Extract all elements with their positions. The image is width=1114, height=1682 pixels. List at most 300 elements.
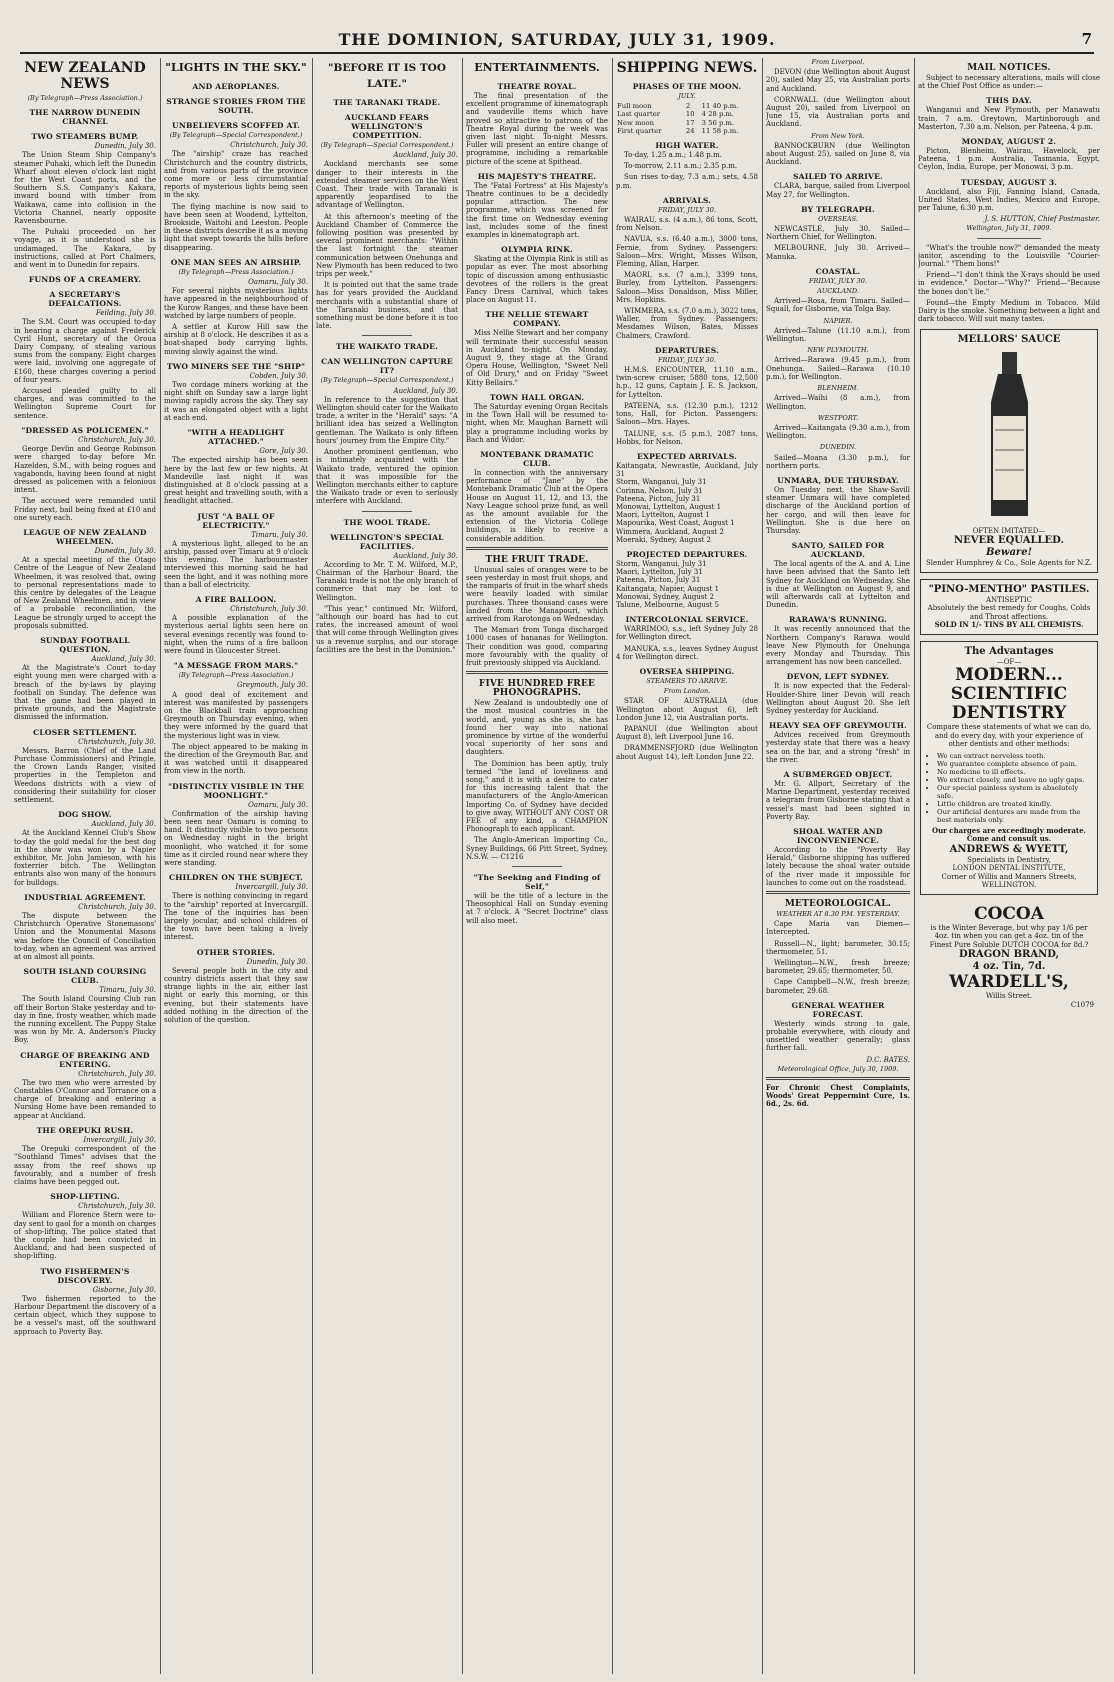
port-label: BLENHEIM.: [817, 384, 859, 393]
section-heading: MAIL NOTICES.: [967, 63, 1051, 73]
paragraph: For several nights mysterious lights have appeared in the neighbourhood of the Kurow Ranges, and these have been watched by large numbers of people.: [164, 287, 308, 320]
signature: D.C. BATES.: [866, 1055, 910, 1064]
paragraph: In reference to the suggestion that Wellington should cater for the Waikato trade, a writer in the "Herald" says: "A brilliant idea has seized a Wellington gentleman. The Waikato is only fifteen hours' journey from the Empire City.": [316, 395, 458, 445]
ad-line: NEVER EQUALLED.: [954, 535, 1064, 547]
column-6: [766, 58, 910, 1674]
column-rule: [914, 58, 915, 1674]
paragraph: Friend—"I don't think the X-rays should be used in evidence." Doctor—"Why?" Friend—"Because the bones don't lie.": [918, 271, 1100, 296]
paragraph: CLARA, barque, sailed from Liverpool May 27, for Wellington.: [766, 182, 910, 199]
paragraph: Arrived—Kaitangata (9.30 a.m.), from Wellington.: [766, 423, 910, 441]
ad-brand: MELLORS' SAUCE: [957, 334, 1061, 346]
port-label: WESTPORT.: [817, 413, 859, 422]
ad-desc: ANTISEPTIC: [985, 595, 1033, 604]
dateline: Auckland, July 30.: [91, 820, 156, 829]
paragraph: A possible explanation of the mysterious aerial lights seen here on several evenings recently was found to-night, when the ruins of a fire balloon were found in Gloucester Street.: [164, 614, 308, 655]
dateline: Invercargill, July 30.: [83, 1135, 156, 1144]
dateline: Timaru, July 30.: [251, 530, 308, 539]
dateline: Auckland, July 30.: [393, 386, 458, 395]
ad-line: The Advantages: [964, 645, 1054, 657]
ad-line: Beware!: [986, 547, 1032, 559]
paragraph: PAPANUI (due Wellington about August 8), left Liverpool June 16.: [616, 724, 758, 742]
divider: [362, 335, 412, 336]
article-subtitle: CAN WELLINGTON CAPTURE IT?: [321, 357, 453, 376]
paragraph: Another prominent gentleman, who is intimately acquainted with the Waikato trade, ventured the opinion that it was impossible for the Wellington merchants either to capture the Waikato trade or even to seriously interfere with Auckland.: [316, 448, 458, 506]
ad-line: OFTEN IMITATED—: [972, 526, 1046, 535]
list-item: Monowai, Lyttelton, August 1: [616, 502, 722, 511]
subheading: From New York.: [811, 131, 865, 140]
ad-maker: Slender Humphrey & Co., Sole Agents for N.Z.: [925, 559, 1093, 568]
masthead-title: THE DOMINION, SATURDAY, JULY 31, 1909.: [338, 30, 776, 49]
article-title: UNMARA, DUE THURSDAY.: [777, 475, 899, 485]
divider: [466, 547, 608, 550]
article-title: THE WAIKATO TRADE.: [336, 342, 438, 352]
paragraph: Mr. G. Allport, Secretary of the Marine Department, yesterday received a telegram from Gisborne stating that a vessel's mast had been sighted in Poverty Bay.: [766, 780, 910, 821]
table-row: Last quarter 10 4 28 p.m.: [617, 110, 735, 119]
paragraph: The "airship" craze has reached Christchurch and the country districts, and from various parts of the province come more or less circumstantial reports of mysterious lights being seen in the sky.: [164, 150, 308, 200]
paragraph: Wellington—N.W., fresh breeze; barometer, 29.65; thermometer, 50.: [766, 959, 910, 976]
paragraph: The "Fatal Fortress" at His Majesty's Theatre continues to be a decidedly popular attraction. The new programme, which was screened for the first time on Wednesday evening last, includes some of the finest examples in kinematograph art.: [466, 181, 608, 240]
paragraph: The dispute between the Christchurch Operative Stonemasons' Union and the Monumental Masons was before the Council of Conciliation to-day, when an agreement was arrived at on almost all points.: [14, 912, 156, 962]
article-title: HEAVY SEA OFF GREYMOUTH.: [768, 721, 908, 731]
column-rule: [462, 58, 463, 1674]
article-title: THE NELLIE STEWART COMPANY.: [485, 310, 589, 329]
article-title: SHOAL WATER AND INCONVENIENCE.: [793, 827, 883, 846]
moon-phases-table: [616, 102, 758, 135]
column-rule: [160, 58, 161, 1674]
paragraph: The Mamari from Tonga discharged 1000 cases of bananas for Wellington. Their condition was good, comparing more favourably with the quality of fruit previously shipped via Auckland.: [466, 626, 608, 667]
ad-line: is the Winter Beverage, but why pay 1/6 per 4oz. tin when you can get a 4oz. tin of the Finest Pure Soluble DUTCH COCOA for 8d.?: [929, 923, 1089, 949]
list-item: • Little children are treated kindly.: [937, 800, 1093, 808]
ad-line: COCOA: [974, 903, 1044, 924]
column-4: [466, 58, 608, 1674]
article-subtitle: UNBELIEVERS SCOFFED AT.: [172, 121, 300, 130]
article-title: "WITH A HEADLIGHT ATTACHED.": [187, 428, 285, 447]
article-title: THE NARROW DUNEDIN CHANNEL: [29, 108, 141, 127]
article-title: "The Seeking and Finding of Self,": [473, 873, 601, 892]
paragraph: WARRIMOO, s.s., left Sydney July 28 for Wellington direct.: [616, 625, 758, 642]
article-title: OTHER STORIES.: [196, 947, 276, 957]
paragraph: On Tuesday next, the Shaw-Savill steamer Unmara will have completed discharge of the Auckland portion of her cargo, and will then leave for Wellington. She is due here on Thursday.: [766, 485, 910, 535]
column-7: [918, 58, 1100, 1674]
section-subheading: EXPECTED ARRIVALS.: [637, 451, 737, 461]
byline: (By Telegraph—Press Association.): [178, 267, 294, 276]
list-item: Storm, Wanganui, July 31: [616, 478, 707, 487]
paragraph: WIMMERA, s.s. (7.0 a.m.), 3022 tons, Waller, from Sydney. Passengers: Mesdames Wilson, Bates, Misses Chalmers, Crawford.: [616, 307, 758, 340]
paragraph: MAORI, s.s. (7 a.m.), 3399 tons, Burley, from Lyttelton. Passengers: Saloon—Miss Donaldson, Miss Miller, Mrs. Hopkins.: [616, 271, 758, 304]
paragraph: There is nothing convincing in regard to the "airship" reported at Invercargill. The tone of the inquiries has been largely jocular, and school children of the town have been taking a lively interest.: [164, 892, 308, 942]
cocoa-advertisement: [920, 901, 1098, 1014]
paragraph: According to Mr. T. M. Wilford, M.P., Chairman of the Harbour Board, the Taranaki trade is not the only branch of commerce that may be lost to Wellington.: [316, 560, 458, 602]
paragraph: The S.M. Court was occupied to-day in hearing a charge against Frederick Cyril Hunt, secretary of the Oroua Dairy Company, of stealing various sums from the company. Eight charges were laid, involving one aggregate of £160, these charges covering a period of four years.: [14, 318, 156, 384]
article-title: "DRESSED AS POLICEMEN.": [21, 425, 149, 435]
divider: [362, 511, 412, 512]
article-title: TWO MINERS SEE THE "SHIP": [166, 361, 306, 371]
list-item: Corinna, Nelson, July 31: [616, 486, 703, 495]
article-title: RARAWA'S RUNNING.: [789, 615, 887, 625]
paragraph: To-morrow, 2.11 a.m.; 2.35 p.m.: [624, 162, 738, 171]
article-title: SANTO, SAILED FOR AUCKLAND.: [791, 541, 885, 560]
subheading: STEAMERS TO ARRIVE.: [646, 676, 728, 685]
section-subheading: BY TELEGRAPH.: [801, 204, 875, 214]
article-title: SOUTH ISLAND COURSING CLUB.: [23, 967, 147, 986]
paragraph: A settler at Kurow Hill saw the airship at 8 o'clock. He describes it as a boat-shaped body carrying lights, moving slowly against the wind.: [164, 323, 308, 356]
dateline: Christchurch, July 30.: [78, 435, 156, 444]
article-subtitle: AUCKLAND FEARS WELLINGTON'S COMPETITION.: [344, 113, 430, 140]
divider: [766, 1077, 910, 1080]
day-heading: THIS DAY.: [986, 96, 1032, 106]
paragraph: The local agents of the A. and A. Line have been advised that the Santo left Sydney for Auckland on Wednesday. She is due at Wellington on August 9, and will afterwards call at Lyttelton and Dunedin.: [766, 560, 910, 610]
paragraph: Sun rises to-day, 7.3 a.m.; sets, 4.58 p.m.: [616, 173, 758, 190]
byline: (By Telegraph—Special Correspondent.): [320, 141, 454, 149]
paragraph: The expected airship has been seen here by the last few or few nights. At Mandeville last night it was distinguished at 8 o'clock passing at a great height and travelling south, with a headlight attached.: [164, 456, 308, 506]
paragraph: PATEENA, s.s. (12.30 p.m.), 1212 tons, Hall, for Picton. Passengers: Saloon—Mrs. Hayes.: [616, 401, 758, 427]
paragraph: It is pointed out that the same trade has for years provided the Auckland merchants with a substantial share of the Taranaki business, and that something must be done before it is too late.: [316, 281, 458, 331]
article-title: DOG SHOW.: [58, 810, 112, 820]
article-title: DEVON, LEFT SYDNEY.: [786, 672, 890, 682]
paragraph: STAR OF AUSTRALIA (due Wellington about August 6), left London June 12, via Australian ports.: [616, 697, 758, 722]
article-title: THE TARANAKI TRADE.: [333, 98, 441, 107]
paragraph: TALUNE, s.s. (5 p.m.), 2087 tons, Hobbs, for Nelson.: [616, 429, 758, 446]
paragraph: The Orepuki correspondent of the "Southland Times" advises that the assay from the reef shows up favourably, and a number of fresh claims have been pegged out.: [14, 1145, 156, 1186]
dateline: Invercargill, July 30.: [235, 883, 308, 892]
ad-firm-line: Specialists in Dentistry,: [967, 855, 1051, 864]
day-heading: MONDAY, AUGUST 2.: [961, 137, 1057, 147]
paragraph: Auckland, also Fiji, Fanning Island, Canada, United States, West Indies, Mexico and Europe, per Talune, 6.30 p.m.: [918, 187, 1100, 213]
page-number: 7: [1081, 30, 1092, 48]
section-subheading: HIGH WATER.: [655, 141, 719, 151]
paragraph: The Saturday evening Organ Recitals in the Town Hall will be resumed to-night, when Mr. Maughan Barnett will play a programme including works by Bach and Widor.: [466, 402, 608, 444]
port-label: DUNEDIN.: [819, 443, 857, 452]
signature: J. S. HUTTON, Chief Postmaster.: [984, 215, 1100, 224]
article-title: THE WOOL TRADE.: [343, 517, 431, 527]
list-item: Kaitangata, Newcastle, Auckland, July 31: [616, 461, 758, 479]
ad-line: Willis Street.: [985, 992, 1033, 1001]
article-title: THE OREPUKI RUSH.: [36, 1125, 134, 1135]
article-subtitle: AND AEROPLANES.: [192, 82, 280, 91]
ad-sold: SOLD IN 1/- TINS BY ALL CHEMISTS.: [934, 620, 1084, 630]
section-subheading: OVERSEA SHIPPING.: [639, 666, 735, 676]
paragraph: William and Florence Stern were to-day sent to gaol for a month on charges of shop-lifting. The police stated that the couple had been convicted in Auckland, and had been suspected of shop-lifting.: [14, 1211, 156, 1261]
article-title: JUST "A BALL OF ELECTRICITY.": [197, 511, 275, 530]
paragraph: Advices received from Greymouth yesterday state that there was a heavy sea on the bar, and a strong "fresh" in the river.: [766, 731, 910, 764]
sauce-advertisement: [920, 329, 1098, 572]
dateline: Dunedin, July 30.: [94, 546, 156, 555]
section-heading: "LIGHTS IN THE SKY.": [165, 61, 307, 74]
section-heading: NEW ZEALAND NEWS: [24, 60, 146, 92]
dateline: Auckland, July 30.: [393, 551, 458, 560]
paragraph: Confirmation of the airship having been seen near Oamaru is coming to hand. It distinctly visible to two persons on Wednesday night in the bright moonlight, who watched it for some time as it circled round near where they were standing.: [164, 809, 308, 868]
paragraph: Two cordage miners working at the night shift on Sunday saw a large light moving rapidly across the sky. They say it was an elongated object with a light at each end.: [164, 381, 308, 422]
paragraph: Arrived—Talune (11.10 a.m.), from Wellington.: [766, 326, 910, 344]
article-title: CHILDREN ON THE SUBJECT.: [169, 873, 303, 883]
dateline: Feilding, July 30.: [95, 309, 156, 318]
port-label: AUCKLAND.: [817, 287, 859, 296]
article-title: THEATRE ROYAL.: [497, 82, 577, 91]
paragraph: The Puhaki proceeded on her voyage, as it is understood she is undamaged. The Kakara, by instructions, called at Port Chalmers, and went in to Dunedin for repairs.: [14, 228, 156, 270]
paragraph: Auckland merchants see some danger to their interests in the extended steamer services on the West Coast. Their trade with Taranaki is apparently jeopardised to the advantage of Wellington.: [316, 160, 458, 210]
ad-firm-line: Corner of Willis and Manners Streets, WELLINGTON.: [941, 872, 1077, 890]
article-title: SUNDAY FOOTBALL QUESTION.: [40, 635, 130, 654]
column-5: [616, 58, 758, 1674]
section-heading: ENTERTAINMENTS.: [474, 61, 600, 74]
ad-intro: Compare these statements of what we can do, and do every day, with your experience of other dentists and other methods:: [926, 723, 1092, 749]
ad-line: 4 oz. Tin, 7d.: [972, 961, 1046, 973]
signature-note: Meteorological Office, July 30, 1909.: [777, 1064, 899, 1073]
divider: [766, 891, 910, 894]
dateline: Gore, July 30.: [259, 447, 308, 456]
list-item: Storm, Wanganui, July 31: [616, 559, 707, 568]
article-title: CLOSER SETTLEMENT.: [33, 727, 137, 737]
subheading: From Liverpool.: [811, 58, 865, 66]
footer-ad: For Chronic Chest Complaints, Woods' Great Peppermint Cure, 1s. 6d., 2s. 6d.: [766, 1083, 910, 1109]
divider: [977, 238, 1041, 239]
table-row: Full moon 2 11 40 p.m.: [617, 102, 739, 111]
port-label: NEW PLYMOUTH.: [807, 346, 869, 355]
dateline: Christchurch, July 30.: [230, 604, 308, 613]
paragraph: Wanganui and New Plymouth, per Manawatu train, 7 a.m. Greytown, Martinborough and Masterton, 7.30 a.m. Nelson, per Pateena, 4 p.m.: [918, 106, 1100, 131]
article-title: INDUSTRIAL AGREEMENT.: [24, 892, 146, 902]
ad-line: MODERN...: [955, 665, 1063, 686]
list-item: Maori, Lyttelton, July 31: [616, 568, 703, 577]
article-title: SHOP-LIFTING.: [50, 1192, 120, 1202]
article-title: "A MESSAGE FROM MARS.": [173, 661, 299, 671]
masthead: [20, 30, 1094, 54]
paragraph: NAVUA, s.s. (6.40 a.m.), 3000 tons, Fernie, from Sydney. Passengers: Saloon—Mrs. Wright, Misses Wilson, Fleming, Allan, Harper.: [616, 235, 758, 269]
list-item: Moeraki, Sydney, August 2: [616, 535, 711, 544]
subheading: OVERSEAS.: [818, 214, 858, 223]
article-title: A SUBMERGED OBJECT.: [783, 770, 893, 779]
paragraph: The object appeared to be making in the direction of the Greymouth Bar, and it was watched until it disappeared from view in the north.: [164, 742, 308, 776]
byline: (By Telegraph—Press Association.): [27, 94, 143, 102]
list-item: • No medicine to ill effects.: [937, 768, 1093, 776]
dateline: Greymouth, July 30.: [236, 681, 308, 690]
article-title: A FIRE BALLOON.: [195, 594, 277, 604]
article-title: CHARGE OF BREAKING AND ENTERING.: [20, 1050, 150, 1069]
dateline: Timaru, July 30.: [99, 986, 156, 995]
ad-side-text: Absolutely the best remedy for Coughs, Colds and Throat affections.: [927, 604, 1091, 621]
paragraph: BANNOCKBURN (due Wellington about August 25), sailed on June 8, via Auckland.: [766, 141, 910, 167]
paragraph: The South Island Coursing Club ran off their Borton Stake yesterday and to-day in fine, frosty weather, which made the running excellent. The Puppy Stake was won by Mr. A. Anderson's Plucky Boy.: [14, 995, 156, 1045]
dateline: Auckland, July 30.: [91, 654, 156, 663]
list-item: Mapourika, West Coast, August 1: [616, 519, 735, 528]
article-title: ONE MAN SEES AN AIRSHIP.: [170, 257, 302, 267]
paragraph: NEWCASTLE, July 30. Sailed—Northern Chief, for Wellington.: [766, 225, 910, 242]
paragraph: will be the title of a lecture in the Theosophical Hall on Sunday evening at 7 o'clock. A "Secret Doctrine" class will also meet.: [466, 892, 608, 925]
ad-code: C1079: [1070, 1000, 1094, 1009]
paragraph: In connection with the anniversary performance of "Jane" by the Montebank Dramatic Club at the Opera House on August 11, 12, and 13, the Navy League school prize fund, as well as the amount available for the extension of the Victoria College buildings, is likely to receive a considerable addition.: [466, 468, 608, 543]
paragraph: Cape Maria van Diemen—Intercepted.: [766, 920, 910, 937]
article-subtitle: WELLINGTON'S SPECIAL FACILITIES.: [330, 532, 444, 551]
dateline: Christchurch, July 30.: [78, 902, 156, 911]
dateline: Oamaru, July 30.: [248, 800, 308, 809]
section-subheading: ARRIVALS.: [662, 195, 712, 205]
paragraph: The Anglo-American Importing Co., Syney Buildings, 66 Pitt Street, Sydney, N.S.W. — C1216: [466, 836, 608, 861]
column-3: [316, 58, 458, 1674]
section-subheading: SAILED TO ARRIVE.: [793, 172, 883, 182]
sauce-bottle-icon: [962, 350, 1057, 520]
dentistry-advertisement: [920, 641, 1098, 895]
column-2: [164, 58, 308, 1674]
article-title: LEAGUE OF NEW ZEALAND WHEELMEN.: [23, 527, 147, 546]
section-subheading: DEPARTURES.: [654, 345, 720, 355]
paragraph: CORNWALL (due Wellington about August 20), sailed from Liverpool on June 15, via Australian ports and Auckland.: [766, 95, 910, 129]
dateline: Christchurch, July 30.: [230, 141, 308, 150]
paragraph: Found—the Empty Medium in Tobacco. Mild Dairy is the smoke. Something between a light and dark tobacco. Will suit many tastes.: [918, 298, 1100, 324]
dateline: Dunedin, July 30.: [246, 957, 308, 966]
paragraph: Accused pleaded guilty to all charges, and was committed to the Wellington Supreme Court for sentence.: [14, 387, 156, 420]
section-subheading: INTERCOLONIAL SERVICE.: [625, 615, 749, 625]
day-heading: TUESDAY, AUGUST 3.: [960, 177, 1058, 187]
article-title: FUNDS OF A CREAMERY.: [28, 275, 142, 285]
date-label: FRIDAY, JULY 30.: [658, 355, 716, 364]
list-item: Wimmera, Auckland, August 2: [616, 527, 724, 536]
ad-line: DRAGON BRAND,: [958, 949, 1060, 961]
byline: (By Telegraph—Press Association.): [178, 671, 294, 680]
dateline: Oamaru, July 30.: [248, 278, 308, 287]
paragraph: A mysterious light, alleged to be an airship, passed over Timaru at 9 o'clock this evening. The harbourmaster interviewed this morning said he had seen the light, and it was nothing more than a ball of electricity.: [164, 539, 308, 589]
article-subtitle: TWO STEAMERS BUMP.: [31, 132, 139, 142]
list-item: Kaitangata, Napier, August 1: [616, 584, 720, 593]
section-subheading: GENERAL WEATHER FORECAST.: [791, 1000, 885, 1019]
paragraph: At the Auckland Kennel Club's Show to-day the gold medal for the best dog in the show was won by a Napier exhibitor, Mr. John Jamieson, with his foxterrier bitch. The Wellington entrants also won many of the honours for bulldogs.: [14, 829, 156, 887]
date-label: FRIDAY, JULY 30.: [658, 205, 716, 214]
paragraph: New Zealand is undoubtedly one of the most musical countries in the world, and, young as she is, she has found her way into national prominence by virtue of the wonderful vocal superiority of her sons and daughters.: [466, 699, 608, 757]
paragraph: At a special meeting of the Otago Centre of the League of New Zealand Wheelmen, it was resolved that, owing to personal representations made to this centre by delegates of the League of New Zealand Wheelmen, and in view of a probable reconciliation, the League be strongly urged to accept the proposals submitted.: [14, 556, 156, 630]
paragraph: It was recently announced that the Northern Company's Rarawa would leave New Plymouth for Onehunga every Monday and Thursday. This arrangement has now been cancelled.: [766, 625, 910, 667]
list-item: Talune, Melbourne, August 5: [616, 600, 719, 609]
article-title: "DISTINCTLY VISIBLE IN THE MOONLIGHT.": [168, 781, 304, 800]
paragraph: At this afternoon's meeting of the Auckland Chamber of Commerce the following position was presented by several prominent merchants: "Within the last fortnight the steamer communication between Onehunga and New Plymouth has been reduced to two trips per week.": [316, 212, 458, 279]
dateline: Christchurch, July 30.: [78, 737, 156, 746]
byline: (By Telegraph—Special Correspondent.): [320, 376, 454, 385]
paragraph: Picton, Blenheim, Wairau, Havelock, per Pateena, 1 p.m. Australia, Tasmania, Egypt, Ceylon, India, Europe, per Monowai, 3 p.m.: [918, 147, 1100, 172]
section-heading: SHIPPING NEWS.: [616, 60, 758, 76]
paragraph: DEVON (due Wellington about August 20), sailed May 25, via Australian ports and Auckland.: [766, 68, 910, 93]
byline: (By Telegraph—Special Correspondent.): [169, 131, 303, 139]
paragraph: It is now expected that the Federal-Houlder-Shire liner Devon will reach Wellington about August 20. She left Sydney yesterday for Auckland.: [766, 682, 910, 715]
column-rule: [612, 58, 613, 1674]
paragraph: Arrived—Rosa, from Timaru. Sailed—Squall, for Gisborne, via Tolga Bay.: [766, 297, 910, 314]
port-label: NAPIER.: [823, 316, 853, 325]
paragraph: MANUKA, s.s., leaves Sydney August 4 for Wellington direct.: [616, 644, 758, 661]
dateline: Dunedin, July 30.: [94, 142, 156, 151]
table-row: New moon 17 3 56 p.m.: [617, 118, 735, 127]
paragraph: Arrived—Waihi (8 a.m.), from Wellington.: [766, 394, 910, 411]
dateline: Christchurch, July 30.: [78, 1202, 156, 1211]
paragraph: H.M.S. ENCOUNTER, 11.10 a.m., twin-screw cruiser, 5880 tons, 12,500 h.p., 12 guns, Captain J. E. S. Jackson, for Lyttelton.: [616, 366, 758, 399]
paragraph: Cape Campbell—N.W., fresh breeze; barometer, 29.68.: [766, 978, 910, 995]
list-item: Pateena, Picton, July 31: [616, 576, 701, 585]
paragraph: At the Magistrate's Court to-day eight young men were charged with a breach of the by-laws by playing football on Sunday. The defence was that the game had been played in private grounds, and the Magistrate dismissed the information.: [14, 664, 156, 722]
dateline: Gisborne, July 30.: [92, 1285, 156, 1294]
paragraph: To-day, 1.25 a.m.; 1.48 p.m.: [624, 151, 722, 160]
list-item: • We can extract nerveless teeth.: [937, 752, 1093, 760]
article-title: TWO FISHERMEN'S DISCOVERY.: [40, 1266, 130, 1285]
paragraph: Arrived—Rarawa (9.45 p.m.), from Onehunga. Sailed—Rarawa (10.10 p.m.), for Wellington.: [766, 356, 910, 381]
dateline: Cobden, July 30.: [249, 371, 308, 380]
ad-name: "PINO-MENTHO" PASTILES.: [928, 583, 1090, 595]
dateline: Auckland, July 30.: [393, 151, 458, 160]
paragraph: A good deal of excitement and interest was manifested by passengers on the Blackball train approaching Greymouth on Thursday evening, when they were informed by the guard that the mysterious light was in view.: [164, 690, 308, 740]
article-title: STRANGE STORIES FROM THE SOUTH.: [166, 97, 306, 115]
paragraph: Sailed—Moana (3.30 p.m.), for northern ports.: [766, 453, 910, 470]
paragraph: The Dominion has been aptly, truly termed "the land of loveliness and song," and it is with a desire to cater for this increasing talent that the manufacturers of the Anglo-American Importing Co. of Sydney have decided to give away, WITHOUT ANY COST OR FEE of any kind, a CHAMPION Phonograph to each applicant.: [466, 759, 608, 834]
subheading: WEATHER AT 8.30 P.M. YESTERDAY.: [776, 910, 900, 919]
ad-line: DENTISTRY: [951, 703, 1067, 724]
article-title: OLYMPIA RINK.: [501, 245, 573, 255]
divider: [466, 671, 608, 674]
list-item: • We extract closely, and leave no ugly gaps.: [937, 776, 1093, 784]
section-subheading: PHASES OF THE MOON.: [632, 82, 742, 91]
subheading: From London.: [663, 687, 711, 696]
paragraph: Messrs. Barron (Chief of the Land Purchase Commissioners) and Pringle, the Crown Lands Ranger, visited properties in the Templeton and Weedons districts with a view of considering their suitability for closer settlement.: [14, 746, 156, 804]
ad-line: SCIENTIFIC: [950, 684, 1068, 705]
list-item: • Our special painless system is absolutely safe.: [937, 784, 1093, 800]
paragraph: Subject to necessary alterations, mails will close at the Chief Post Office as under:—: [918, 74, 1100, 91]
section-subheading: COASTAL.: [815, 266, 861, 276]
paragraph: Unusual sales of oranges were to be seen yesterday in most fruit shops, and the ramparts of fruit in the wharf sheds were heavily loaded with similar purchases. Three thousand cases were landed from the Manapouri, which arrived from Rarotonga on Wednesday.: [466, 565, 608, 623]
paragraph: "What's the trouble now?" demanded the meaty janitor, ascending to the Louisville "Courier-Journal." "Them lions!": [918, 243, 1100, 269]
column-1: [14, 58, 156, 1674]
list-item: Pateena, Picton, July 31: [616, 494, 701, 503]
article-title: TOWN HALL ORGAN.: [489, 392, 585, 402]
month-label: JULY.: [678, 92, 696, 100]
paragraph: MELBOURNE, July 30. Arrived—Manuka.: [766, 244, 910, 261]
ad-firm-line: LONDON DENTAL INSTITUTE,: [952, 864, 1066, 873]
article-title: FIVE HUNDRED FREE PHONOGRAPHS.: [478, 679, 596, 699]
table-row: First quarter 24 11 58 p.m.: [617, 126, 739, 135]
column-rule: [762, 58, 763, 1674]
section-subheading: METEOROLOGICAL.: [784, 899, 892, 910]
ad-list: [925, 752, 1093, 824]
dateline: Christchurch, July 30.: [78, 1069, 156, 1078]
section-subheading: PROJECTED DEPARTURES.: [626, 549, 748, 559]
article-title: THE FRUIT TRADE.: [485, 554, 589, 565]
paragraph: The final presentation of the excellent programme of kinematograph and vaudeville items which have proved so attractive to patrons of the Theatre Royal during the week was given last night. To-night Messrs. Fuller will present an entire change of programme, including a remarkable picture of the scene at Spithead.: [466, 92, 608, 166]
list-item: Maori, Lyttelton, August 1: [616, 511, 710, 520]
ad-firm: ANDREWS & WYETT,: [949, 843, 1069, 855]
list-item: • We guarantee complete absence of pain.: [937, 760, 1093, 768]
paragraph: Several people both in the city and country districts assert that they saw strange lights in the air, either last night or early this morning, or this evening, but their statements have added nothing in the direction of the solution of the question.: [164, 966, 308, 1025]
paragraph: According to the "Poverty Bay Herald," Gisborne shipping has suffered lately because the shoal water outside of the river made it impossible for launches to come out on the roadstead.: [766, 846, 910, 887]
paragraph: George Devlin and George Robinson were charged to-day before Mr. Hazelden, S.M., with being rogues and vagabonds, having been found at night dressed as policemen with a felonious intent.: [14, 445, 156, 495]
ad-charges: Our charges are exceedingly moderate. Come and consult us.: [932, 825, 1086, 844]
paragraph: DRAMMENSFJORD (due Wellington about August 14), left London June 22.: [616, 744, 758, 761]
date-label: FRIDAY, JULY 30.: [809, 276, 867, 285]
paragraph: Russell—N., light; barometer, 30.15; thermometer, 51.: [766, 939, 910, 956]
paragraph: The two men who were arrested by Constables O'Connor and Torrance on a charge of breaking and entering a Nursing Home have been remanded to appear at Auckland.: [14, 1078, 156, 1120]
paragraph: The Union Steam Ship Company's steamer Puhaki, which left the Dunedin Wharf about eleven o'clock last night for the West Coast ports, and the Southern S.S. Company's Kakara, inward bound with timber from Waikawa, came into collision in the Victoria Channel, nearly opposite Ravensbourne.: [14, 151, 156, 226]
article-title: HIS MAJESTY'S THEATRE.: [477, 171, 597, 181]
paragraph: WAIRAU, s.s. (4 a.m.), 86 tons, Scott, from Nelson.: [616, 216, 758, 233]
column-rule: [312, 58, 313, 1674]
ad-line: —OF—: [996, 657, 1022, 666]
paragraph: The flying machine is now said to have been seen at Woodend, Lyttelton, Brookside, Waitohi and Leeston. People in these districts describe it as a moving light that swept towards the hills before disappearing.: [164, 202, 308, 252]
paragraph: "This year," continued Mr. Wilford, "although our board has had to cut rates, the increased amount of wool that will come through Wellington gives us a revenue surplus, and our storage facilities are the best in the Dominion.": [316, 604, 458, 654]
article-title: MONTEBANK DRAMATIC CLUB.: [480, 449, 594, 468]
paragraph: Two fishermen reported to the Harbour Department the discovery of a certain object, which they suppose to be a vessel's mast, off the southward approach to Poverty Bay.: [14, 1294, 156, 1336]
article-subtitle: A SECRETARY'S DEFALCATIONS.: [48, 290, 122, 309]
section-heading: "BEFORE IT IS TOO LATE.": [328, 62, 446, 90]
paragraph: The accused were remanded until Friday next, bail being fixed at £10 and one surety each.: [14, 497, 156, 522]
paragraph: Skating at the Olympia Rink is still as popular as ever. The most absorbing topic of discussion among enthusiastic devotees of the rollers is the great Fancy Dress Carnival, which takes place on August 11.: [466, 255, 608, 305]
ad-line: WARDELL'S,: [949, 972, 1069, 993]
paragraph: Westerly winds strong to gale, probable everywhere, with cloudy and unsettled weather generally; glass further fall.: [766, 1019, 910, 1053]
pastiles-advertisement: [920, 579, 1098, 635]
list-item: Monowai, Sydney, August 2: [616, 592, 714, 601]
signature-note: Wellington, July 31, 1909.: [966, 224, 1052, 233]
paragraph: Miss Nellie Stewart and her company will terminate their successful season in Auckland to-night. On Monday, August 9, they stage at the Grand Opera House, Wellington, "Sweet Nell of Old Drury," and on Friday "Sweet Kitty Bellairs.": [466, 329, 608, 387]
